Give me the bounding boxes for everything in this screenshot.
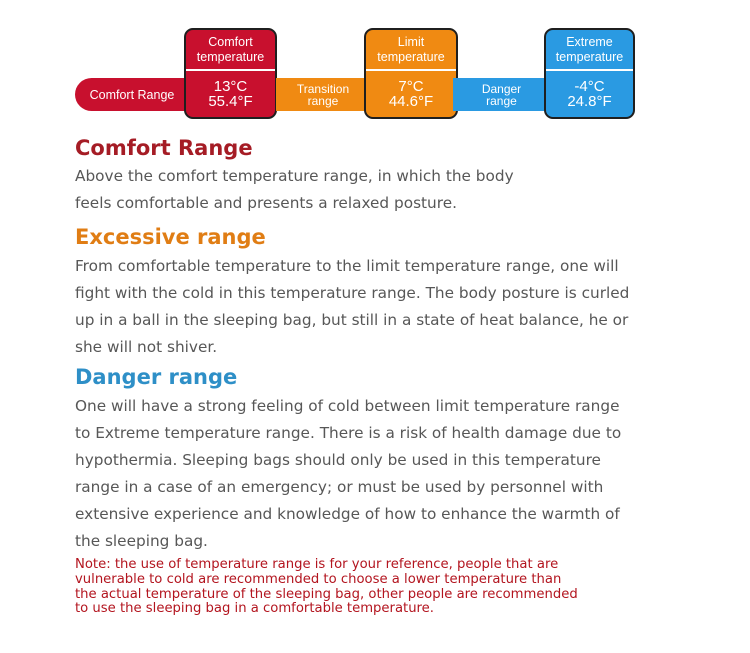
- transition-label-line2: range: [307, 93, 339, 108]
- limit-temperature-box: [364, 28, 458, 119]
- danger-range-description: [75, 393, 621, 555]
- note-line: to use the sleeping bag in a comfortable temperature.: [75, 601, 434, 617]
- extreme-title-line2: temperature: [555, 49, 624, 64]
- limit-title-line2: temperature: [377, 49, 445, 64]
- text-line: range in a case of an emergency; or must be used by personnel with: [75, 478, 604, 496]
- comfort-range-description: [75, 163, 514, 217]
- text-line: up in a ball in the sleeping bag, but still in a state of heat balance, he or: [75, 311, 629, 329]
- text-line: the sleeping bag.: [75, 532, 208, 550]
- text-line: to Extreme temperature range. There is a risk of health damage due to: [75, 424, 622, 442]
- limit-title-line1: Limit: [397, 34, 425, 49]
- text-line: One will have a strong feeling of cold between limit temperature range: [75, 397, 620, 415]
- text-line: fight with the cold in this temperature range. The body posture is curled: [75, 284, 630, 302]
- comfort-celsius: 13°C: [213, 78, 248, 95]
- comfort-temperature-values: [186, 71, 275, 117]
- danger-label-line2: range: [486, 93, 517, 108]
- danger-range-segment: [453, 78, 550, 111]
- text-line: hypothermia. Sleeping bags should only be used in this temperature: [75, 451, 601, 469]
- excessive-range-description: [75, 253, 629, 361]
- limit-temperature-title: [366, 30, 456, 69]
- text-line: she will not shiver.: [75, 338, 218, 356]
- note-line: Note: the use of temperature range is for your reference, people that are: [75, 557, 559, 572]
- limit-celsius: 7°C: [398, 78, 424, 95]
- comfort-fahrenheit: 55.4°F: [208, 93, 253, 110]
- limit-temperature-values: [366, 71, 456, 117]
- transition-label-line1: Transition: [296, 81, 350, 96]
- danger-range-heading: Danger range: [75, 365, 238, 389]
- note-line: vulnerable to cold are recommended to choose a lower temperature than: [75, 571, 562, 587]
- comfort-temperature-box: [184, 28, 277, 119]
- comfort-range-heading: Comfort Range: [75, 136, 253, 160]
- excessive-range-heading: Excessive range: [75, 225, 266, 249]
- extreme-temperature-title: [546, 30, 633, 69]
- comfort-title-line1: Comfort: [208, 34, 253, 49]
- note-line: the actual temperature of the sleeping bag, other people are recommended: [75, 586, 578, 602]
- extreme-temperature-box: [544, 28, 635, 119]
- text-line: extensive experience and knowledge of how to enhance the warmth of: [75, 505, 620, 523]
- danger-label-line1: Danger: [481, 81, 522, 96]
- extreme-fahrenheit: 24.8°F: [567, 93, 612, 110]
- limit-fahrenheit: 44.6°F: [388, 93, 434, 110]
- comfort-range-label: Comfort Range: [89, 87, 175, 102]
- text-line: From comfortable temperature to the limit temperature range, one will: [75, 257, 619, 275]
- reference-note: [75, 558, 578, 617]
- comfort-temperature-title: [186, 30, 275, 69]
- extreme-celsius: -4°C: [574, 78, 605, 95]
- comfort-range-segment: [75, 78, 189, 111]
- extreme-title-line1: Extreme: [566, 34, 613, 49]
- text-line: feels comfortable and presents a relaxed posture.: [75, 194, 457, 212]
- transition-range-segment: [276, 78, 370, 111]
- text-line: Above the comfort temperature range, in which the body: [75, 167, 514, 185]
- extreme-temperature-values: [546, 71, 633, 117]
- comfort-title-line2: temperature: [196, 49, 265, 64]
